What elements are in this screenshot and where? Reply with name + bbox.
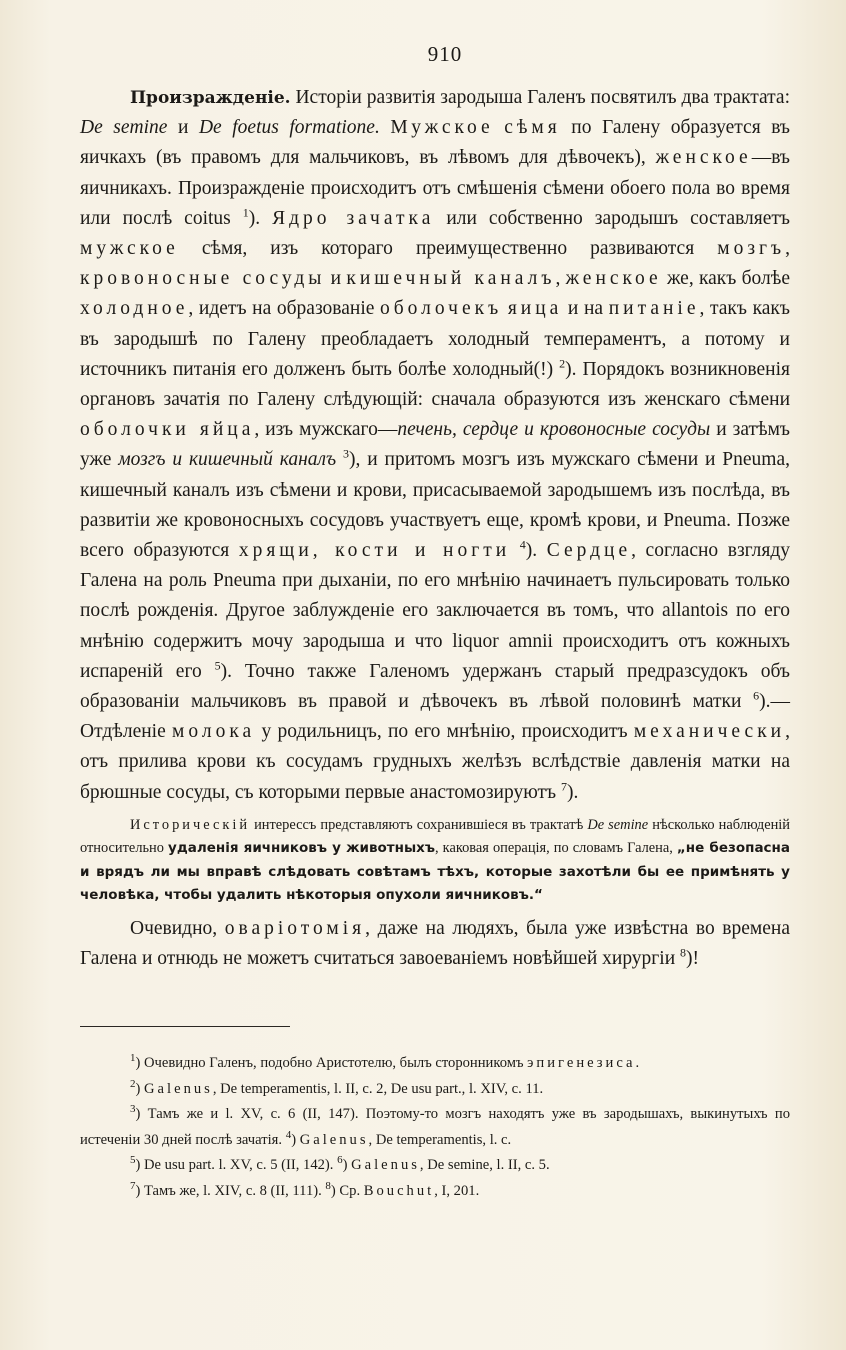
footnotes: [80, 1051, 790, 1204]
footnote: $^7$) Тамъ же, l. XIV, c. 8 (II, 111). $^8$) Ср. Bouchut, I, 201.: [130, 1179, 480, 1199]
footnote-ref: 8: [680, 945, 687, 960]
footnote: $^3$) Тамъ же и l. XV, c. 6 (II, 147). Поэтому-то мозгъ находятъ уже въ зародышахъ, выкинутыхъ по истеченіи 30 дней послѣ зачатія. $^4$) Galenus, De temperamentis, l. c.: [80, 1103, 790, 1148]
section-heading: Произражденіе.: [130, 88, 291, 108]
footnote-ref: 7: [561, 779, 567, 794]
footnote-ref: 6: [753, 688, 760, 703]
page-number: 910: [427, 42, 463, 66]
footnote: $^2$) Galenus, De temperamentis, l. II, c. 2, De usu part., l. XIV, c. 11.: [130, 1077, 544, 1097]
footnote-ref: 1: [242, 205, 249, 220]
main-paragraph: Произражденіе. Исторіи развитія зародыша Галенъ посвятилъ два трактата: De semine и De foetus formatione. Мужское сѣмя по Галену образуется въ яичкахъ (въ правомъ для мальчиковъ, въ лѣвомъ для дѣвочекъ), женское—въ яичникахъ. Произражденіе происходитъ отъ смѣшенія сѣмени обоего пола во время или послѣ coitus $^1$). Ядро зачатка или собственно зародышъ составляетъ мужское сѣмя, изъ котораго преимущественно развиваются мозгъ, кровоносные сосуды и кишечный каналъ, женское же, какъ болѣе холодное, идетъ на образованіе оболочекъ яица и на питаніе, такъ какъ въ зародышѣ по Галену преобладаетъ холодный темпераментъ, а потому и источникъ питанія его долженъ быть болѣе холодный(!) $^2$). Порядокъ возникновенія органовъ зачатія по Галену слѣдующій: сначала образуются изъ женскаго сѣмени оболочки яйца, изъ мужскаго—печень, сердце и кровоносные сосуды и затѣмъ уже мозгъ и кишечный каналъ $^3$), и притомъ мозгъ изъ мужскаго сѣмени и Pneuma, кишечный каналъ изъ сѣмени и крови, присасываемой зародышемъ изъ послѣда, въ развитіи же кровоносныхъ сосудовъ участвуетъ еще, кромѣ крови, и Pneuma. Позже всего образуются хрящи, кости и ногти $^4$). Сердце, согласно взгляду Галена на роль Pneuma при дыханіи, по его мнѣнію начинаетъ пульсировать только послѣ рожденія. Другое заблужденіе его заключается въ томъ, что allantois по его мнѣнію содержитъ мочу зародыша и что liquor amnii происходитъ отъ кожныхъ испареній его $^5$). Точно также Галеномъ удержанъ старый предразсудокъ объ образованіи мальчиковъ въ правой и дѣвочекъ въ лѣвой половинѣ матки $^6$).—Отдѣленіе молока у родильницъ, по его мнѣнію, происходитъ механически, отъ прилива крови къ сосудамъ грудныхъ желѣзъ вслѣдствіе давленія матки на брюшные сосуды, съ которыми первые анастомозируютъ $^7$).: [80, 87, 791, 803]
footnote-ref: 2: [559, 356, 566, 371]
main-text: [80, 83, 790, 808]
footnote: $^5$) De usu part. l. XV, c. 5 (II, 142). $^6$) Galenus, De semine, l. II, c. 5.: [130, 1154, 550, 1174]
footnote-ref: 5: [214, 658, 221, 673]
footnote-ref: 3: [343, 446, 350, 461]
small-print-paragraph: Историческій интерессъ представляютъ сохранившіеся въ трактатѣ De semine нѣсколько наблюденій относительно удаленія яичниковъ у животныхъ, каковая операція, по словамъ Галена, „не безопасна и врядъ ли мы вправѣ слѣдовать совѣтамъ тѣхъ, которые захотѣли бы ее примѣнять у человѣка, чтобы удалить нѣкоторыя опухоли яичниковъ.“: [80, 816, 791, 904]
conclusion-paragraph: Очевидно, оваріотомія, даже на людяхъ, была уже извѣстна во времена Галена и отнюдь не можетъ считаться завоеваніемъ новѣйшей хирургіи $^8$)!: [80, 917, 790, 970]
footnote-divider: [80, 1026, 290, 1027]
galen-quote: „не безопасна и врядъ ли мы вправѣ слѣдовать совѣтамъ тѣхъ, которые захотѣли бы ее примѣнять у человѣка, чтобы удалить нѣкоторыя опухоли яичниковъ.“: [80, 840, 790, 904]
footnote: $^1$) Очевидно Галенъ, подобно Аристотелю, былъ сторонникомъ эпигенезиса.: [130, 1052, 640, 1072]
footnote-ref: 4: [519, 537, 526, 552]
